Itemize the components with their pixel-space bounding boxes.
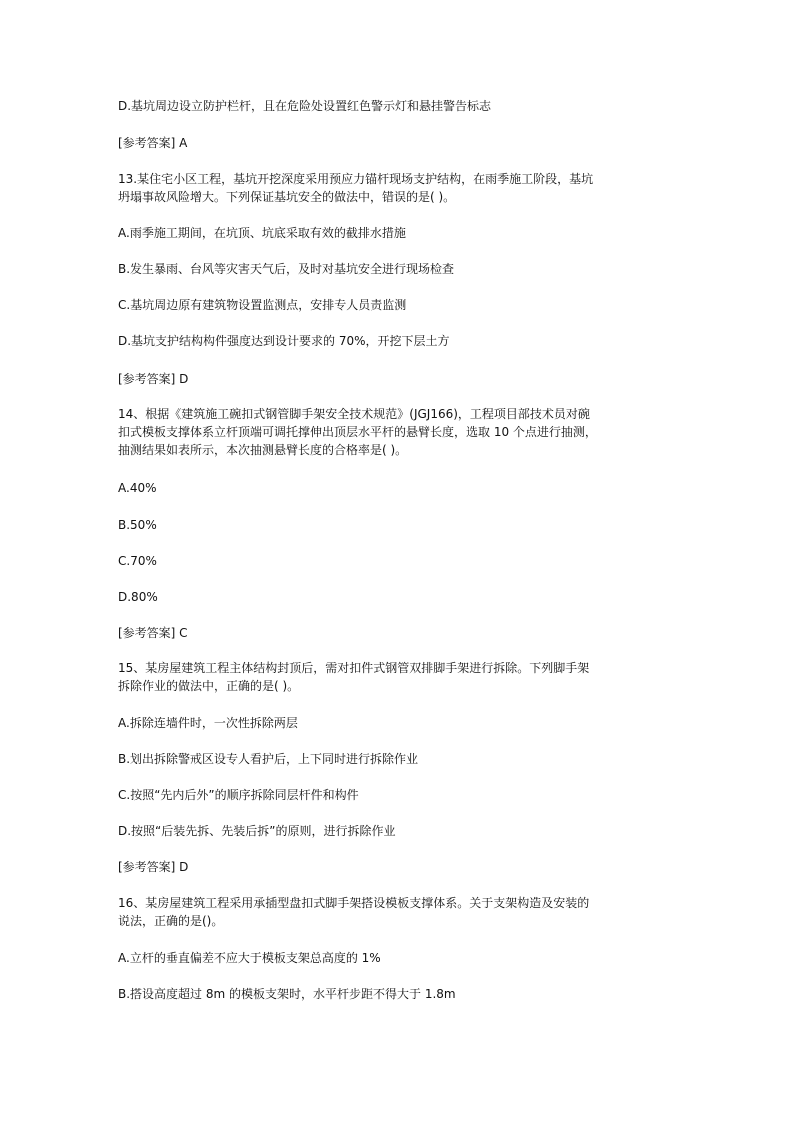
- question-14-line-3: 抽测结果如表所示，本次抽测悬臂长度的合格率是( )。: [118, 443, 408, 457]
- option-c-q13: C.基坑周边原有建筑物设置监测点，安排专人员责监测: [118, 298, 407, 312]
- option-b-q15: B.划出拆除警戒区设专人看护后，上下同时进行拆除作业: [118, 752, 419, 766]
- option-b-q13: B.发生暴雨、台风等灾害天气后，及时对基坑安全进行现场检查: [118, 262, 455, 276]
- question-15-line-2: 拆除作业的做法中，正确的是( )。: [118, 679, 300, 693]
- option-d-q15: D.按照“后装先拆、先装后拆”的原则，进行拆除作业: [118, 824, 396, 838]
- answer-q12: [参考答案] A: [118, 136, 188, 150]
- option-b-q14: B.50%: [118, 518, 157, 532]
- question-16-line-2: 说法，正确的是()。: [118, 914, 224, 928]
- question-14-line-2: 扣式模板支撑体系立杆顶端可调托撑伸出顶层水平杆的悬臂长度，选取 10 个点进行抽测，: [118, 425, 597, 439]
- option-a-q15: A.拆除连墙件时，一次性拆除两层: [118, 716, 298, 730]
- answer-q15: [参考答案] D: [118, 860, 189, 874]
- question-14-line-1: 14、根据《建筑施工碗扣式钢管脚手架安全技术规范》(JGJ166)，工程项目部技术员对碗: [118, 407, 590, 421]
- option-c-q14: C.70%: [118, 554, 157, 568]
- answer-q14: [参考答案] C: [118, 626, 188, 640]
- option-a-q16: A.立杆的垂直偏差不应大于模板支架总高度的 1%: [118, 951, 381, 965]
- option-d-q14: D.80%: [118, 590, 158, 604]
- option-a-q14: A.40%: [118, 481, 157, 495]
- question-13-line-1: 13.某住宅小区工程，基坑开挖深度采用预应力锚杆现场支护结构，在雨季施工阶段，基坑: [118, 172, 594, 186]
- question-13-line-2: 坍塌事故风险增大。下列保证基坑安全的做法中，错误的是( )。: [118, 190, 456, 204]
- option-d-q13: D.基坑支护结构构件强度达到设计要求的 70%，开挖下层土方: [118, 334, 450, 348]
- option-d-q12: D.基坑周边设立防护栏杆，且在危险处设置红色警示灯和悬挂警告标志: [118, 99, 492, 113]
- question-16-line-1: 16、某房屋建筑工程采用承插型盘扣式脚手架搭设模板支撑体系。关于支架构造及安装的: [118, 896, 590, 910]
- answer-q13: [参考答案] D: [118, 372, 189, 386]
- option-a-q13: A.雨季施工期间，在坑顶、坑底采取有效的截排水措施: [118, 226, 406, 240]
- option-c-q15: C.按照“先内后外”的顺序拆除同层杆件和构件: [118, 788, 359, 802]
- question-15-line-1: 15、某房屋建筑工程主体结构封顶后，需对扣件式钢管双排脚手架进行拆除。下列脚手架: [118, 661, 590, 675]
- option-b-q16: B.搭设高度超过 8m 的模板支架时，水平杆步距不得大于 1.8m: [118, 987, 456, 1001]
